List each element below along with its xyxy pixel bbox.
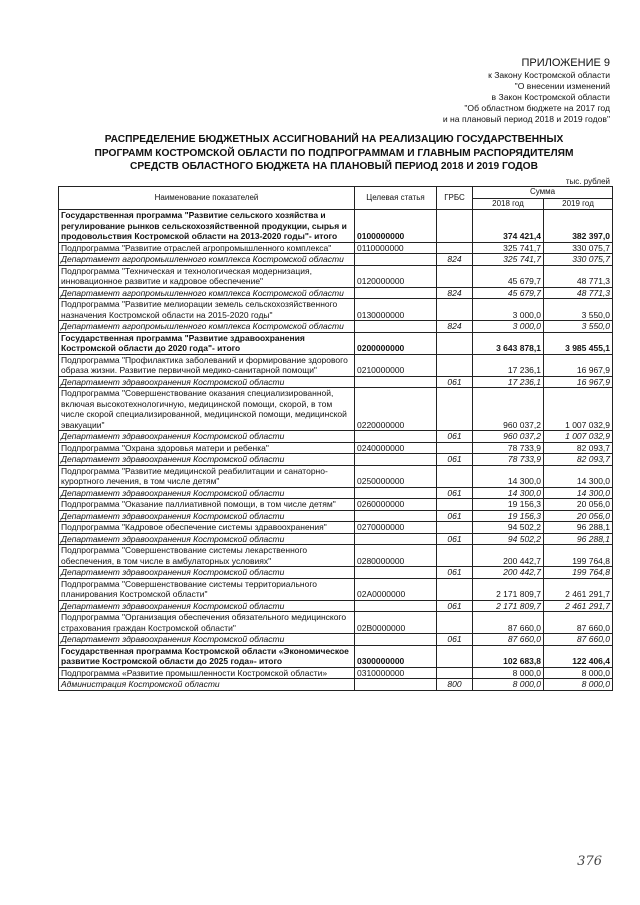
row-target-article-cell: 0300000000 bbox=[355, 645, 437, 667]
row-2018-cell: 200 442,7 bbox=[473, 545, 544, 567]
document-title bbox=[58, 133, 610, 174]
row-grbs-cell: 061 bbox=[437, 376, 473, 388]
row-target-article-cell bbox=[355, 376, 437, 388]
row-2019-cell: 14 300,0 bbox=[544, 487, 613, 499]
row-2019-cell: 96 288,1 bbox=[544, 522, 613, 534]
table-row bbox=[59, 567, 613, 579]
row-name-cell: Подпрограмма "Кадровое обеспечение системы здравоохранения" bbox=[59, 522, 355, 534]
row-2018-cell: 87 660,0 bbox=[473, 634, 544, 646]
row-name-cell: Подпрограмма "Организация обеспечения обязательного медицинского страхования граждан Костромской области" bbox=[59, 612, 355, 634]
row-grbs-cell: 061 bbox=[437, 533, 473, 545]
row-grbs-cell bbox=[437, 499, 473, 511]
row-2018-cell: 200 442,7 bbox=[473, 567, 544, 579]
row-2019-cell: 3 550,0 bbox=[544, 299, 613, 321]
row-2018-cell: 78 733,9 bbox=[473, 454, 544, 466]
row-2019-cell: 8 000,0 bbox=[544, 667, 613, 679]
row-2019-cell: 16 967,9 bbox=[544, 376, 613, 388]
row-2018-cell: 325 741,7 bbox=[473, 254, 544, 266]
row-2019-cell: 8 000,0 bbox=[544, 679, 613, 691]
row-2019-cell: 14 300,0 bbox=[544, 465, 613, 487]
row-target-article-cell bbox=[355, 567, 437, 579]
row-target-article-cell: 0110000000 bbox=[355, 242, 437, 254]
row-name-cell: Государственная программа Костромской области «Экономическое развитие Костромской области до 2025 года»- итого bbox=[59, 645, 355, 667]
appendix-line: и на плановый период 2018 и 2019 годов" bbox=[442, 114, 610, 124]
row-2019-cell: 382 397,0 bbox=[544, 210, 613, 243]
row-target-article-cell bbox=[355, 487, 437, 499]
row-grbs-cell bbox=[437, 388, 473, 431]
row-grbs-cell bbox=[437, 299, 473, 321]
table-row bbox=[59, 487, 613, 499]
table-row bbox=[59, 667, 613, 679]
row-target-article-cell bbox=[355, 600, 437, 612]
row-grbs-cell bbox=[437, 332, 473, 354]
row-name-cell: Департамент здравоохранения Костромской области bbox=[59, 454, 355, 466]
row-2018-cell: 8 000,0 bbox=[473, 667, 544, 679]
row-2019-cell: 87 660,0 bbox=[544, 634, 613, 646]
row-2018-cell: 8 000,0 bbox=[473, 679, 544, 691]
header-grbs: ГРБС bbox=[437, 187, 473, 210]
row-name-cell: Департамент агропромышленного комплекса Костромской области bbox=[59, 287, 355, 299]
row-grbs-cell bbox=[437, 210, 473, 243]
row-target-article-cell: 02В0000000 bbox=[355, 612, 437, 634]
appendix-line: "Об областном бюджете на 2017 год bbox=[464, 103, 610, 113]
row-grbs-cell bbox=[437, 612, 473, 634]
row-2018-cell: 102 683,8 bbox=[473, 645, 544, 667]
row-2018-cell: 17 236,1 bbox=[473, 354, 544, 376]
table-row bbox=[59, 612, 613, 634]
row-target-article-cell: 0260000000 bbox=[355, 499, 437, 511]
row-2018-cell: 3 000,0 bbox=[473, 299, 544, 321]
appendix-title: ПРИЛОЖЕНИЕ 9 bbox=[521, 57, 610, 69]
row-grbs-cell bbox=[437, 522, 473, 534]
table-row bbox=[59, 210, 613, 243]
row-name-cell: Подпрограмма "Профилактика заболеваний и формирование здорового образа жизни. Развитие первичной медико-санитарной помощи" bbox=[59, 354, 355, 376]
table-row bbox=[59, 510, 613, 522]
header-target-article: Целевая статья bbox=[355, 187, 437, 210]
row-name-cell: Администрация Костромской области bbox=[59, 679, 355, 691]
appendix-line: в Закон Костромской области bbox=[491, 92, 610, 102]
table-row bbox=[59, 645, 613, 667]
row-grbs-cell: 061 bbox=[437, 431, 473, 443]
header-2018: 2018 год bbox=[473, 198, 544, 210]
row-2019-cell: 48 771,3 bbox=[544, 287, 613, 299]
row-name-cell: Государственная программа "Развитие сельского хозяйства и регулирование рынков сельскохозяйственной продукции, сырья и продовольствия Костромской области на 2013-2020 годы"- итого bbox=[59, 210, 355, 243]
row-grbs-cell: 824 bbox=[437, 321, 473, 333]
table-body bbox=[59, 210, 613, 691]
row-2018-cell: 87 660,0 bbox=[473, 612, 544, 634]
row-2018-cell: 45 679,7 bbox=[473, 265, 544, 287]
row-2019-cell: 122 406,4 bbox=[544, 645, 613, 667]
row-2019-cell: 199 764,8 bbox=[544, 567, 613, 579]
row-name-cell: Департамент здравоохранения Костромской области bbox=[59, 533, 355, 545]
row-target-article-cell bbox=[355, 533, 437, 545]
row-2018-cell: 960 037,2 bbox=[473, 388, 544, 431]
row-2018-cell: 94 502,2 bbox=[473, 522, 544, 534]
row-name-cell: Подпрограмма "Совершенствование оказания специализированной, включая высокотехнологичную, медицинской помощи, скорой, в том числе скорой специализированной, медицинской помощи, медицинской эвакуации" bbox=[59, 388, 355, 431]
row-target-article-cell: 0120000000 bbox=[355, 265, 437, 287]
row-2018-cell: 2 171 809,7 bbox=[473, 578, 544, 600]
row-name-cell: Подпрограмма "Развитие отраслей агропромышленного комплекса" bbox=[59, 242, 355, 254]
row-2019-cell: 199 764,8 bbox=[544, 545, 613, 567]
row-2019-cell: 48 771,3 bbox=[544, 265, 613, 287]
row-2018-cell: 19 156,3 bbox=[473, 499, 544, 511]
table-row bbox=[59, 600, 613, 612]
row-2019-cell: 1 007 032,9 bbox=[544, 431, 613, 443]
row-2019-cell: 1 007 032,9 bbox=[544, 388, 613, 431]
row-name-cell: Департамент здравоохранения Костромской области bbox=[59, 376, 355, 388]
row-2019-cell: 20 056,0 bbox=[544, 510, 613, 522]
row-name-cell: Департамент здравоохранения Костромской области bbox=[59, 567, 355, 579]
row-2018-cell: 14 300,0 bbox=[473, 465, 544, 487]
table-row bbox=[59, 332, 613, 354]
row-2019-cell: 96 288,1 bbox=[544, 533, 613, 545]
appendix-line: "О внесении изменений bbox=[514, 81, 610, 91]
row-target-article-cell bbox=[355, 634, 437, 646]
row-2019-cell: 2 461 291,7 bbox=[544, 600, 613, 612]
row-target-article-cell: 0100000000 bbox=[355, 210, 437, 243]
header-2019: 2019 год bbox=[544, 198, 613, 210]
row-name-cell: Департамент здравоохранения Костромской области bbox=[59, 600, 355, 612]
row-2018-cell: 17 236,1 bbox=[473, 376, 544, 388]
row-target-article-cell: 0200000000 bbox=[355, 332, 437, 354]
title-line: РАСПРЕДЕЛЕНИЕ БЮДЖЕТНЫХ АССИГНОВАНИЙ НА РЕАЛИЗАЦИЮ ГОСУДАРСТВЕННЫХ bbox=[104, 134, 564, 145]
row-name-cell: Подпрограмма "Охрана здоровья матери и ребенка" bbox=[59, 442, 355, 454]
row-grbs-cell: 824 bbox=[437, 287, 473, 299]
row-2019-cell: 3 550,0 bbox=[544, 321, 613, 333]
row-2018-cell: 374 421,4 bbox=[473, 210, 544, 243]
row-target-article-cell: 0130000000 bbox=[355, 299, 437, 321]
row-2018-cell: 45 679,7 bbox=[473, 287, 544, 299]
row-name-cell: Подпрограмма "Оказание паллиативной помощи, в том числе детям" bbox=[59, 499, 355, 511]
row-grbs-cell bbox=[437, 578, 473, 600]
row-grbs-cell bbox=[437, 265, 473, 287]
row-2019-cell: 3 985 455,1 bbox=[544, 332, 613, 354]
row-2019-cell: 82 093,7 bbox=[544, 442, 613, 454]
row-grbs-cell bbox=[437, 645, 473, 667]
table-row bbox=[59, 679, 613, 691]
table-row bbox=[59, 578, 613, 600]
row-grbs-cell: 061 bbox=[437, 510, 473, 522]
row-grbs-cell: 061 bbox=[437, 600, 473, 612]
row-name-cell: Подпрограмма "Развитие медицинской реабилитации и санаторно-курортного лечения, в том числе детям" bbox=[59, 465, 355, 487]
row-target-article-cell bbox=[355, 679, 437, 691]
table-row bbox=[59, 545, 613, 567]
row-target-article-cell: 0250000000 bbox=[355, 465, 437, 487]
row-name-cell: Подпрограмма "Техническая и технологическая модернизация, инновационное развитие и кадровое обеспечение" bbox=[59, 265, 355, 287]
row-2018-cell: 94 502,2 bbox=[473, 533, 544, 545]
row-grbs-cell bbox=[437, 465, 473, 487]
row-grbs-cell bbox=[437, 354, 473, 376]
row-name-cell: Подпрограмма «Развитие промышленности Костромской области» bbox=[59, 667, 355, 679]
row-2019-cell: 82 093,7 bbox=[544, 454, 613, 466]
row-target-article-cell: 02А0000000 bbox=[355, 578, 437, 600]
table-row bbox=[59, 254, 613, 266]
row-grbs-cell: 061 bbox=[437, 487, 473, 499]
page-number: 376 bbox=[577, 854, 602, 869]
row-target-article-cell bbox=[355, 510, 437, 522]
table-row bbox=[59, 499, 613, 511]
header-name: Наименование показателей bbox=[59, 187, 355, 210]
row-name-cell: Государственная программа "Развитие здравоохранения Костромской области до 2020 года"- итого bbox=[59, 332, 355, 354]
table-row bbox=[59, 522, 613, 534]
table-row bbox=[59, 265, 613, 287]
title-line: СРЕДСТВ ОБЛАСТНОГО БЮДЖЕТА НА ПЛАНОВЫЙ ПЕРИОД 2018 И 2019 ГОДОВ bbox=[130, 161, 538, 173]
table-row bbox=[59, 465, 613, 487]
table-row bbox=[59, 287, 613, 299]
row-name-cell: Департамент агропромышленного комплекса Костромской области bbox=[59, 321, 355, 333]
row-grbs-cell: 061 bbox=[437, 567, 473, 579]
row-name-cell: Департамент здравоохранения Костромской области bbox=[59, 510, 355, 522]
row-target-article-cell: 0310000000 bbox=[355, 667, 437, 679]
table-row bbox=[59, 634, 613, 646]
row-name-cell: Департамент здравоохранения Костромской области bbox=[59, 487, 355, 499]
row-name-cell: Подпрограмма "Совершенствование системы лекарственного обеспечения, в том числе в амбулаторных условиях" bbox=[59, 545, 355, 567]
row-2018-cell: 3 000,0 bbox=[473, 321, 544, 333]
row-target-article-cell bbox=[355, 431, 437, 443]
row-grbs-cell: 824 bbox=[437, 254, 473, 266]
row-name-cell: Департамент здравоохранения Костромской области bbox=[59, 431, 355, 443]
row-target-article-cell: 0280000000 bbox=[355, 545, 437, 567]
row-name-cell: Департамент здравоохранения Костромской области bbox=[59, 634, 355, 646]
row-target-article-cell bbox=[355, 321, 437, 333]
table-row bbox=[59, 442, 613, 454]
table-row bbox=[59, 533, 613, 545]
row-name-cell: Департамент агропромышленного комплекса Костромской области bbox=[59, 254, 355, 266]
row-grbs-cell bbox=[437, 442, 473, 454]
appendix-header bbox=[443, 57, 610, 125]
table-row bbox=[59, 299, 613, 321]
table-row bbox=[59, 376, 613, 388]
row-grbs-cell: 800 bbox=[437, 679, 473, 691]
row-2018-cell: 325 741,7 bbox=[473, 242, 544, 254]
row-grbs-cell: 061 bbox=[437, 634, 473, 646]
row-2018-cell: 78 733,9 bbox=[473, 442, 544, 454]
table-row bbox=[59, 431, 613, 443]
row-grbs-cell bbox=[437, 667, 473, 679]
table-row bbox=[59, 388, 613, 431]
title-line: ПРОГРАММ КОСТРОМСКОЙ ОБЛАСТИ ПО ПОДПРОГРАММАМ И ГЛАВНЫМ РАСПОРЯДИТЕЛЯМ bbox=[94, 147, 574, 159]
row-name-cell: Подпрограмма "Совершенствование системы территориального планирования Костромской области" bbox=[59, 578, 355, 600]
appendix-line: к Закону Костромской области bbox=[488, 70, 610, 80]
header-sum: Сумма bbox=[473, 187, 613, 199]
row-2018-cell: 960 037,2 bbox=[473, 431, 544, 443]
table-row bbox=[59, 354, 613, 376]
table-row bbox=[59, 242, 613, 254]
row-grbs-cell bbox=[437, 242, 473, 254]
row-grbs-cell bbox=[437, 545, 473, 567]
budget-table bbox=[58, 186, 613, 691]
row-2018-cell: 19 156,3 bbox=[473, 510, 544, 522]
table-row bbox=[59, 321, 613, 333]
row-target-article-cell bbox=[355, 287, 437, 299]
row-2019-cell: 16 967,9 bbox=[544, 354, 613, 376]
row-name-cell: Подпрограмма "Развитие мелиорации земель сельскохозяйственного назначения Костромской области на 2015-2020 годы" bbox=[59, 299, 355, 321]
row-target-article-cell: 0210000000 bbox=[355, 354, 437, 376]
row-2018-cell: 3 643 878,1 bbox=[473, 332, 544, 354]
row-2018-cell: 2 171 809,7 bbox=[473, 600, 544, 612]
table-row bbox=[59, 454, 613, 466]
row-target-article-cell: 0240000000 bbox=[355, 442, 437, 454]
units-label: тыс. рублей bbox=[565, 177, 610, 186]
row-target-article-cell: 0270000000 bbox=[355, 522, 437, 534]
row-2019-cell: 330 075,7 bbox=[544, 242, 613, 254]
row-2019-cell: 20 056,0 bbox=[544, 499, 613, 511]
row-target-article-cell bbox=[355, 454, 437, 466]
row-2019-cell: 2 461 291,7 bbox=[544, 578, 613, 600]
row-target-article-cell bbox=[355, 254, 437, 266]
row-target-article-cell: 0220000000 bbox=[355, 388, 437, 431]
row-2019-cell: 330 075,7 bbox=[544, 254, 613, 266]
row-2018-cell: 14 300,0 bbox=[473, 487, 544, 499]
row-2019-cell: 87 660,0 bbox=[544, 612, 613, 634]
row-grbs-cell: 061 bbox=[437, 454, 473, 466]
